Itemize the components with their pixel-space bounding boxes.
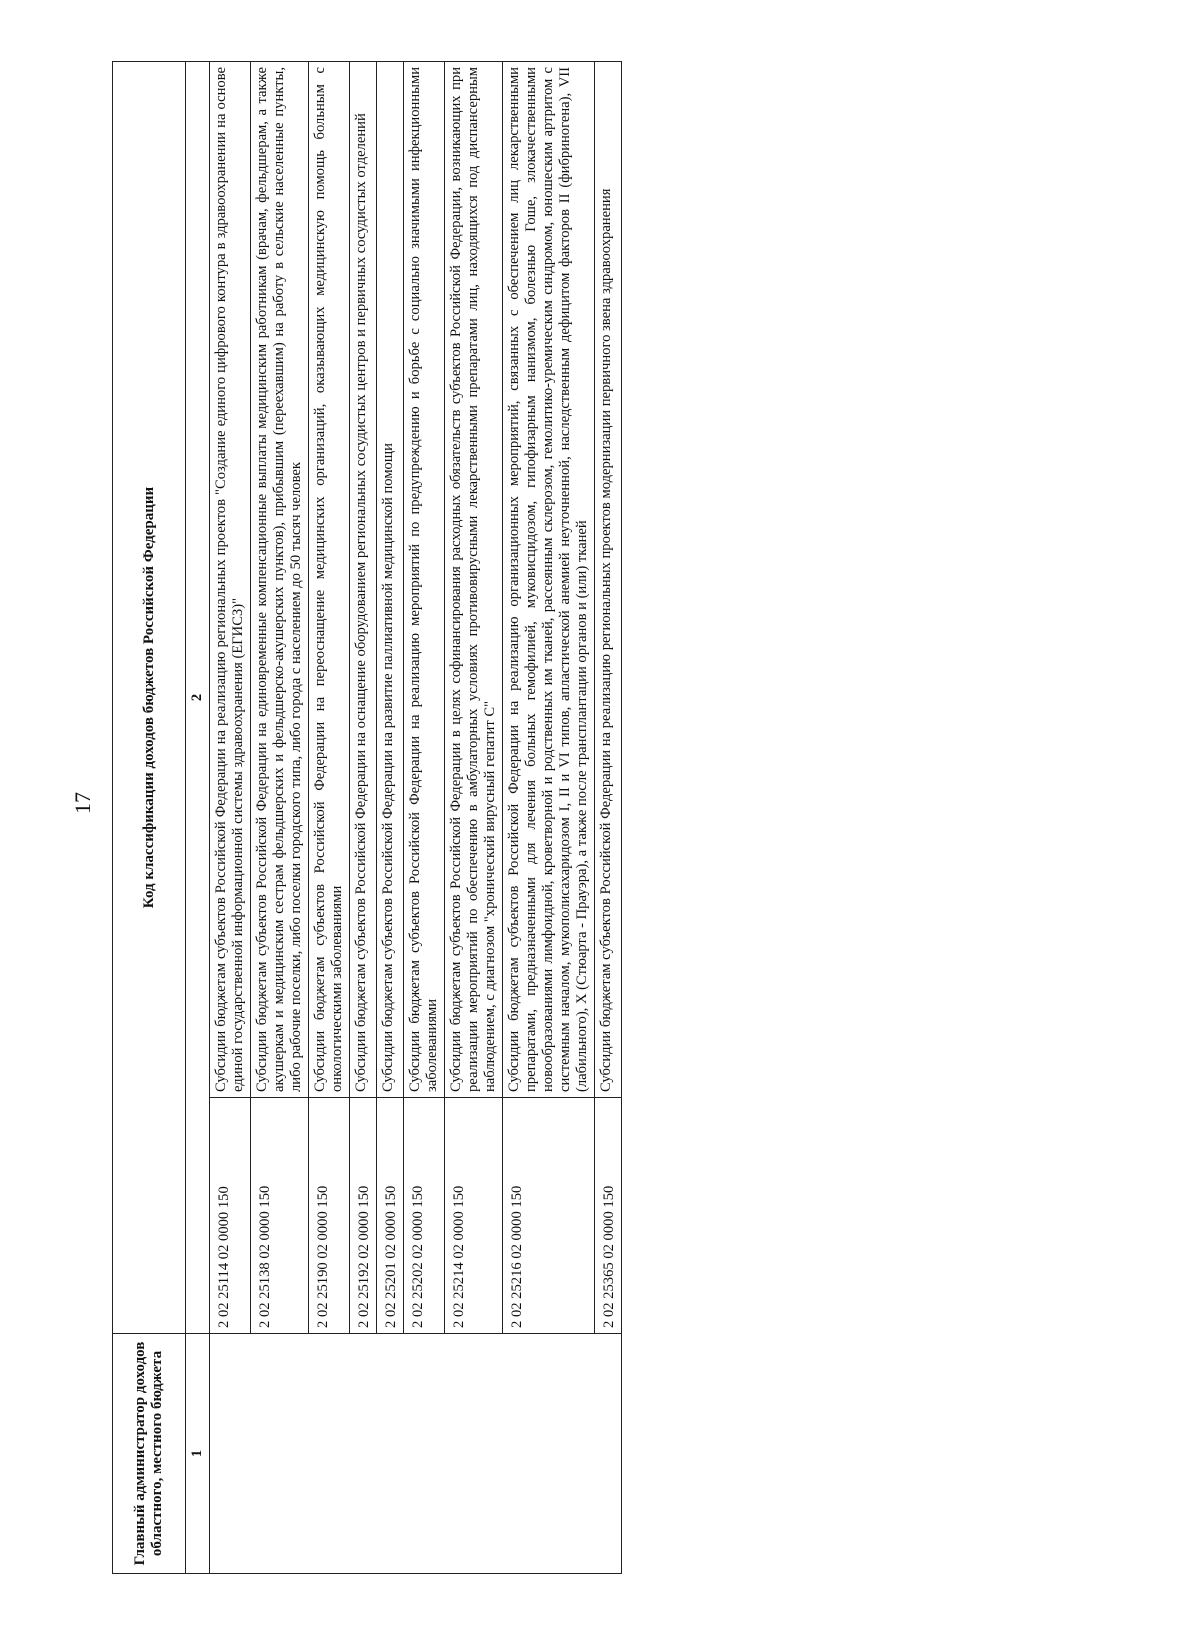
column-number-2: 2 bbox=[186, 62, 210, 1334]
revenue-code: 2 02 25190 02 0000 150 bbox=[309, 1098, 350, 1334]
revenue-code: 2 02 25138 02 0000 150 bbox=[251, 1098, 309, 1334]
revenue-code: 2 02 25201 02 0000 150 bbox=[377, 1098, 404, 1334]
table-row bbox=[210, 62, 251, 1574]
column-number-1: 1 bbox=[186, 1334, 210, 1574]
revenue-code: 2 02 25202 02 0000 150 bbox=[404, 1098, 445, 1334]
rotated-table-container bbox=[112, 62, 1142, 1574]
revenue-description: Субсидии бюджетам субъектов Российской Федерации в целях софинансирования расходных обязательств субъектов Российской Федерации, возникающих при реализации мероприятий по обеспечению в амбулаторных условиях противовирусными лекарственными препаратами лиц, находящихся под диспансерным наблюдением, с диагнозом "хронический вирусный гепатит С" bbox=[445, 62, 503, 1098]
table-header-row bbox=[113, 62, 186, 1574]
revenue-description: Субсидии бюджетам субъектов Российской Федерации на развитие паллиативной медицинской помощи bbox=[377, 62, 404, 1098]
revenue-code: 2 02 25192 02 0000 150 bbox=[350, 1098, 377, 1334]
column-number-row bbox=[186, 62, 210, 1574]
page-number: 17 bbox=[70, 792, 95, 814]
header-administrator: Главный администратор доходов областного, местного бюджета bbox=[113, 1334, 186, 1574]
revenue-code: 2 02 25214 02 0000 150 bbox=[445, 1098, 503, 1334]
revenue-description: Субсидии бюджетам субъектов Российской Федерации на переоснащение медицинских организаций, оказывающих медицинскую помощь больным с онкологическими заболеваниями bbox=[309, 62, 350, 1098]
header-classification-code: Код классификации доходов бюджетов Российской Федерации bbox=[113, 62, 186, 1334]
revenue-description: Субсидии бюджетам субъектов Российской Федерации на реализацию региональных проектов "Создание единого цифрового контура в здравоохранении на основе единой государственной информационной системы здравоохранения (ЕГИСЗ)" bbox=[210, 62, 251, 1098]
revenue-description: Субсидии бюджетам субъектов Российской Федерации на оснащение оборудованием региональных сосудистых центров и первичных сосудистых отделений bbox=[350, 62, 377, 1098]
revenue-description: Субсидии бюджетам субъектов Российской Федерации на единовременные компенсационные выплаты медицинским работникам (врачам, фельдшерам, а также акушеркам и медицинским сестрам фельдшерских и фельдшерско-акушерских пунктов), прибывшим (переехавшим) на работу в сельские населенные пункты, либо рабочие поселки, либо поселки городского типа, либо города с населением до 50 тысяч человек bbox=[251, 62, 309, 1098]
revenue-code: 2 02 25216 02 0000 150 bbox=[503, 1098, 595, 1334]
revenue-code: 2 02 25365 02 0000 150 bbox=[595, 1098, 622, 1334]
revenue-description: Субсидии бюджетам субъектов Российской Федерации на реализацию мероприятий по предупреждению и борьбе с социально значимыми инфекционными заболеваниями bbox=[404, 62, 445, 1098]
revenue-classification-table bbox=[112, 61, 622, 1574]
revenue-code: 2 02 25114 02 0000 150 bbox=[210, 1098, 251, 1334]
revenue-description: Субсидии бюджетам субъектов Российской Федерации на реализацию организационных мероприятий, связанных с обеспечением лиц лекарственными препаратами, предназначенными для лечения больных гемофилией, муковисцидозом, гипофизарным нанизмом, болезнью Гоше, злокачественными новообразованиями лимфоидной, кроветворной и родственных им тканей, рассеянным склерозом, гемолитико-уремическим синдромом, юношеским артритом с системным началом, мукополисахаридозом I, II и VI типов, апластической анемией неуточненной, наследственным дефицитом факторов II (фибриногена), VII (лабильного), X (Стюарта - Прауэра), а также после трансплантации органов и (или) тканей bbox=[503, 62, 595, 1098]
revenue-description: Субсидии бюджетам субъектов Российской Федерации на реализацию региональных проектов модернизации первичного звена здравоохранения bbox=[595, 62, 622, 1098]
administrator-cell-empty bbox=[210, 1334, 622, 1574]
